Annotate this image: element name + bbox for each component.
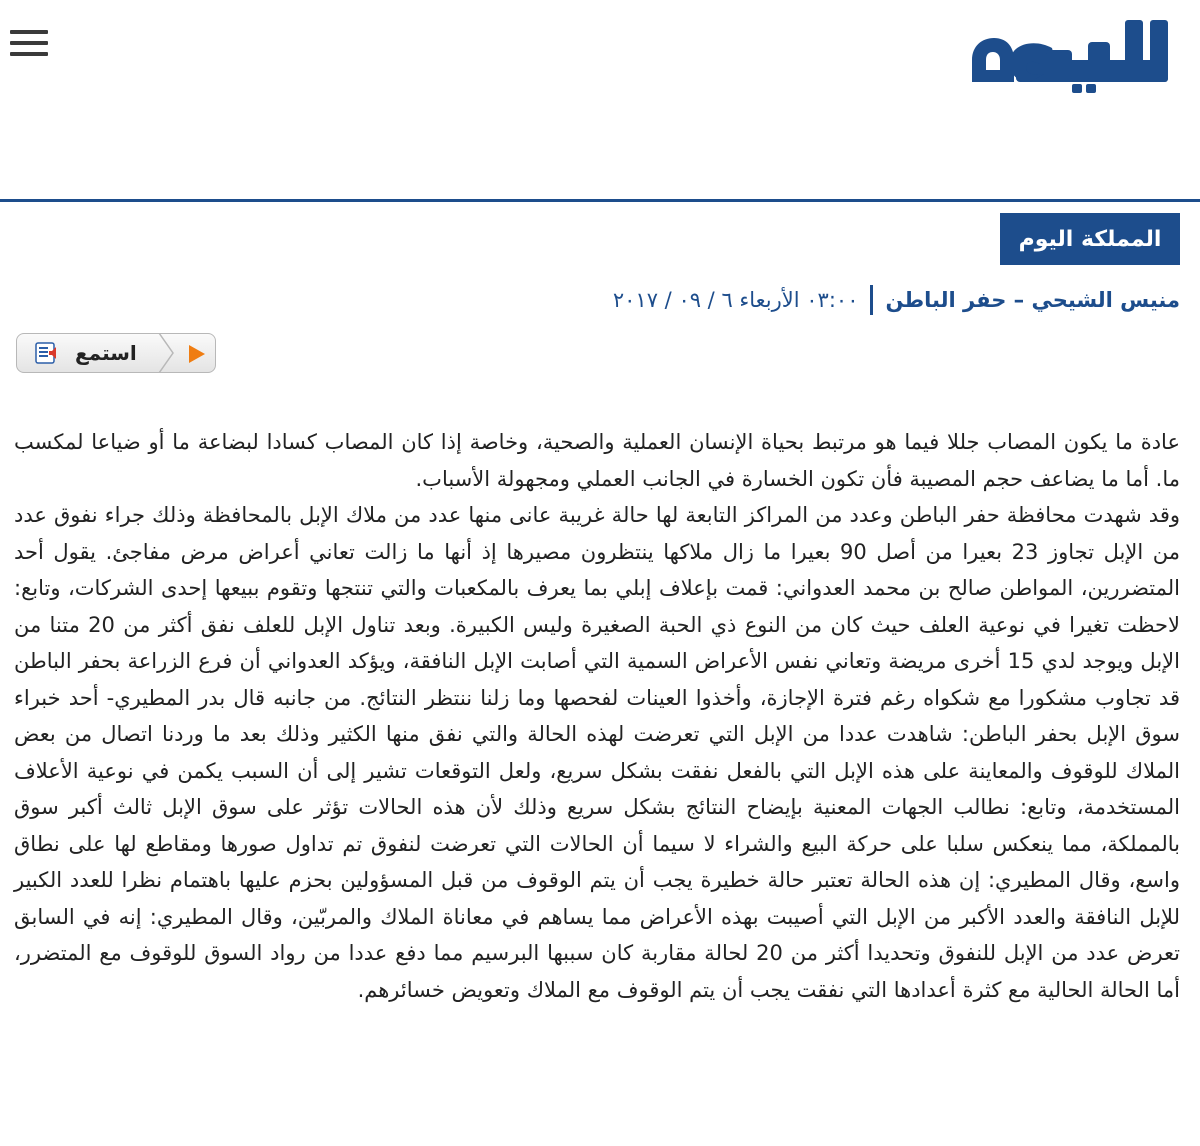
section-tab[interactable] bbox=[1000, 213, 1180, 265]
byline-separator bbox=[870, 285, 873, 315]
site-header bbox=[0, 0, 1200, 200]
play-icon[interactable] bbox=[189, 345, 205, 363]
menu-bar-bottom bbox=[10, 52, 48, 56]
logo-lettering bbox=[972, 20, 1168, 93]
listen-label: استمع bbox=[75, 341, 137, 365]
article-byline bbox=[613, 284, 1180, 316]
article-paragraph: عادة ما يكون المصاب جللا فيما هو مرتبط بحياة الإنسان العملية والصحية، وخاصة إذا كان المصاب كسادا لبضاعة ما أو ضياعا لمكسب ما. أما ما يضاعف حجم المصيبة فأن تكون الخسارة في الجانب العملي ومجهولة الأسباب. bbox=[14, 430, 1180, 491]
article-body bbox=[14, 424, 1180, 1008]
speaker-icon bbox=[35, 342, 59, 364]
author-location: منيس الشيحي – حفر الباطن bbox=[885, 288, 1180, 312]
site-logo[interactable] bbox=[960, 16, 1180, 96]
section-tab-label: المملكة اليوم bbox=[1018, 226, 1162, 252]
article-paragraph: وقد شهدت محافظة حفر الباطن وعدد من المراكز التابعة لها حالة غريبة عانى منها عدد من ملاك الإبل بالمحافظة وذلك جراء نفوق عدد من الإبل تجاوز 23 بعيرا من أصل 90 بعيرا ما زال ملاكها ينتظرون مصيرها إذ أنها ما زالت تعاني أعراض مرض مفاجئ. يقول أحد المتضررين، المواطن صالح بن محمد العدواني: قمت بإعلاف إبلي بما يعرف بالمكعبات والتي تنتجها وتقوم ببيعها إحدى الشركات، وتابع: لاحظت تغيرا في نوعية العلف حيث كان من النوع ذي الحبة الصغيرة وليس الكبيرة. وبعد تناول الإبل للعلف نفق أكثر من 20 متنا من الإبل ويوجد لدي 15 أخرى مريضة وتعاني نفس الأعراض السمية التي أصابت الإبل النافقة، ويؤكد العدواني أن فرع الزراعة بحفر الباطن قد تجاوب مشكورا مع شكواه رغم فترة الإجازة، وأخذوا العينات لفحصها وما زلنا ننتظر النتائج. من جانبه قال بدر المطيري- أحد خبراء سوق الإبل بحفر الباطن: شاهدت عددا من الإبل التي تعرضت لهذه الحالة والتي نفق منها الكثير وذلك بعد ما وردنا اتصال من بعض الملاك للوقوف والمعاينة على هذه الإبل التي بالفعل نفقت بشكل سريع، ولعل التوقعات تشير إلى أن السبب يكمن في نوعية الأعلاف المستخدمة، وتابع: نطالب الجهات المعنية بإيضاح النتائج بشكل سريع وذلك لأن هذه الحالات تؤثر على سوق الإبل ثالث أكبر سوق بالمملكة، مما ينعكس سلبا على حركة البيع والشراء لا سيما أن الحالات التي تعرضت لنفوق تم تداول صورها ومقاطع لها على نطاق واسع، وقال المطيري: إن هذه الحالة تعتبر حالة خطيرة يجب أن يتم الوقوف من قبل المسؤولين بحزم عليها باهتمام نظرا للعدد الكبير للإبل النافقة والعدد الأكبر من الإبل التي أصيبت بهذه الأعراض مما يساهم في معاناة الملاك والمربّين، وقال المطيري: إنه في السابق تعرض عدد من الإبل للنفوق وتحديدا أكثر من 20 لحالة مقاربة كان سببها البرسيم مما دفع عددا من رواد السوق للوقوف مع المتضرر، أما الحالة الحالية مع كثرة أعدادها التي نفقت يجب أن يتم الوقوف مع الملاك وتعويض خسائرهم. bbox=[14, 503, 1181, 1002]
publish-datetime: ٠٣:٠٠ الأربعاء ٦ / ٠٩ / ٢٠١٧ bbox=[612, 288, 859, 312]
menu-bar-top bbox=[10, 30, 48, 34]
header-divider bbox=[0, 199, 1200, 202]
listen-divider bbox=[157, 333, 177, 373]
menu-bar-middle bbox=[10, 41, 48, 45]
hamburger-menu-icon[interactable] bbox=[8, 24, 50, 62]
listen-button[interactable] bbox=[16, 333, 216, 373]
